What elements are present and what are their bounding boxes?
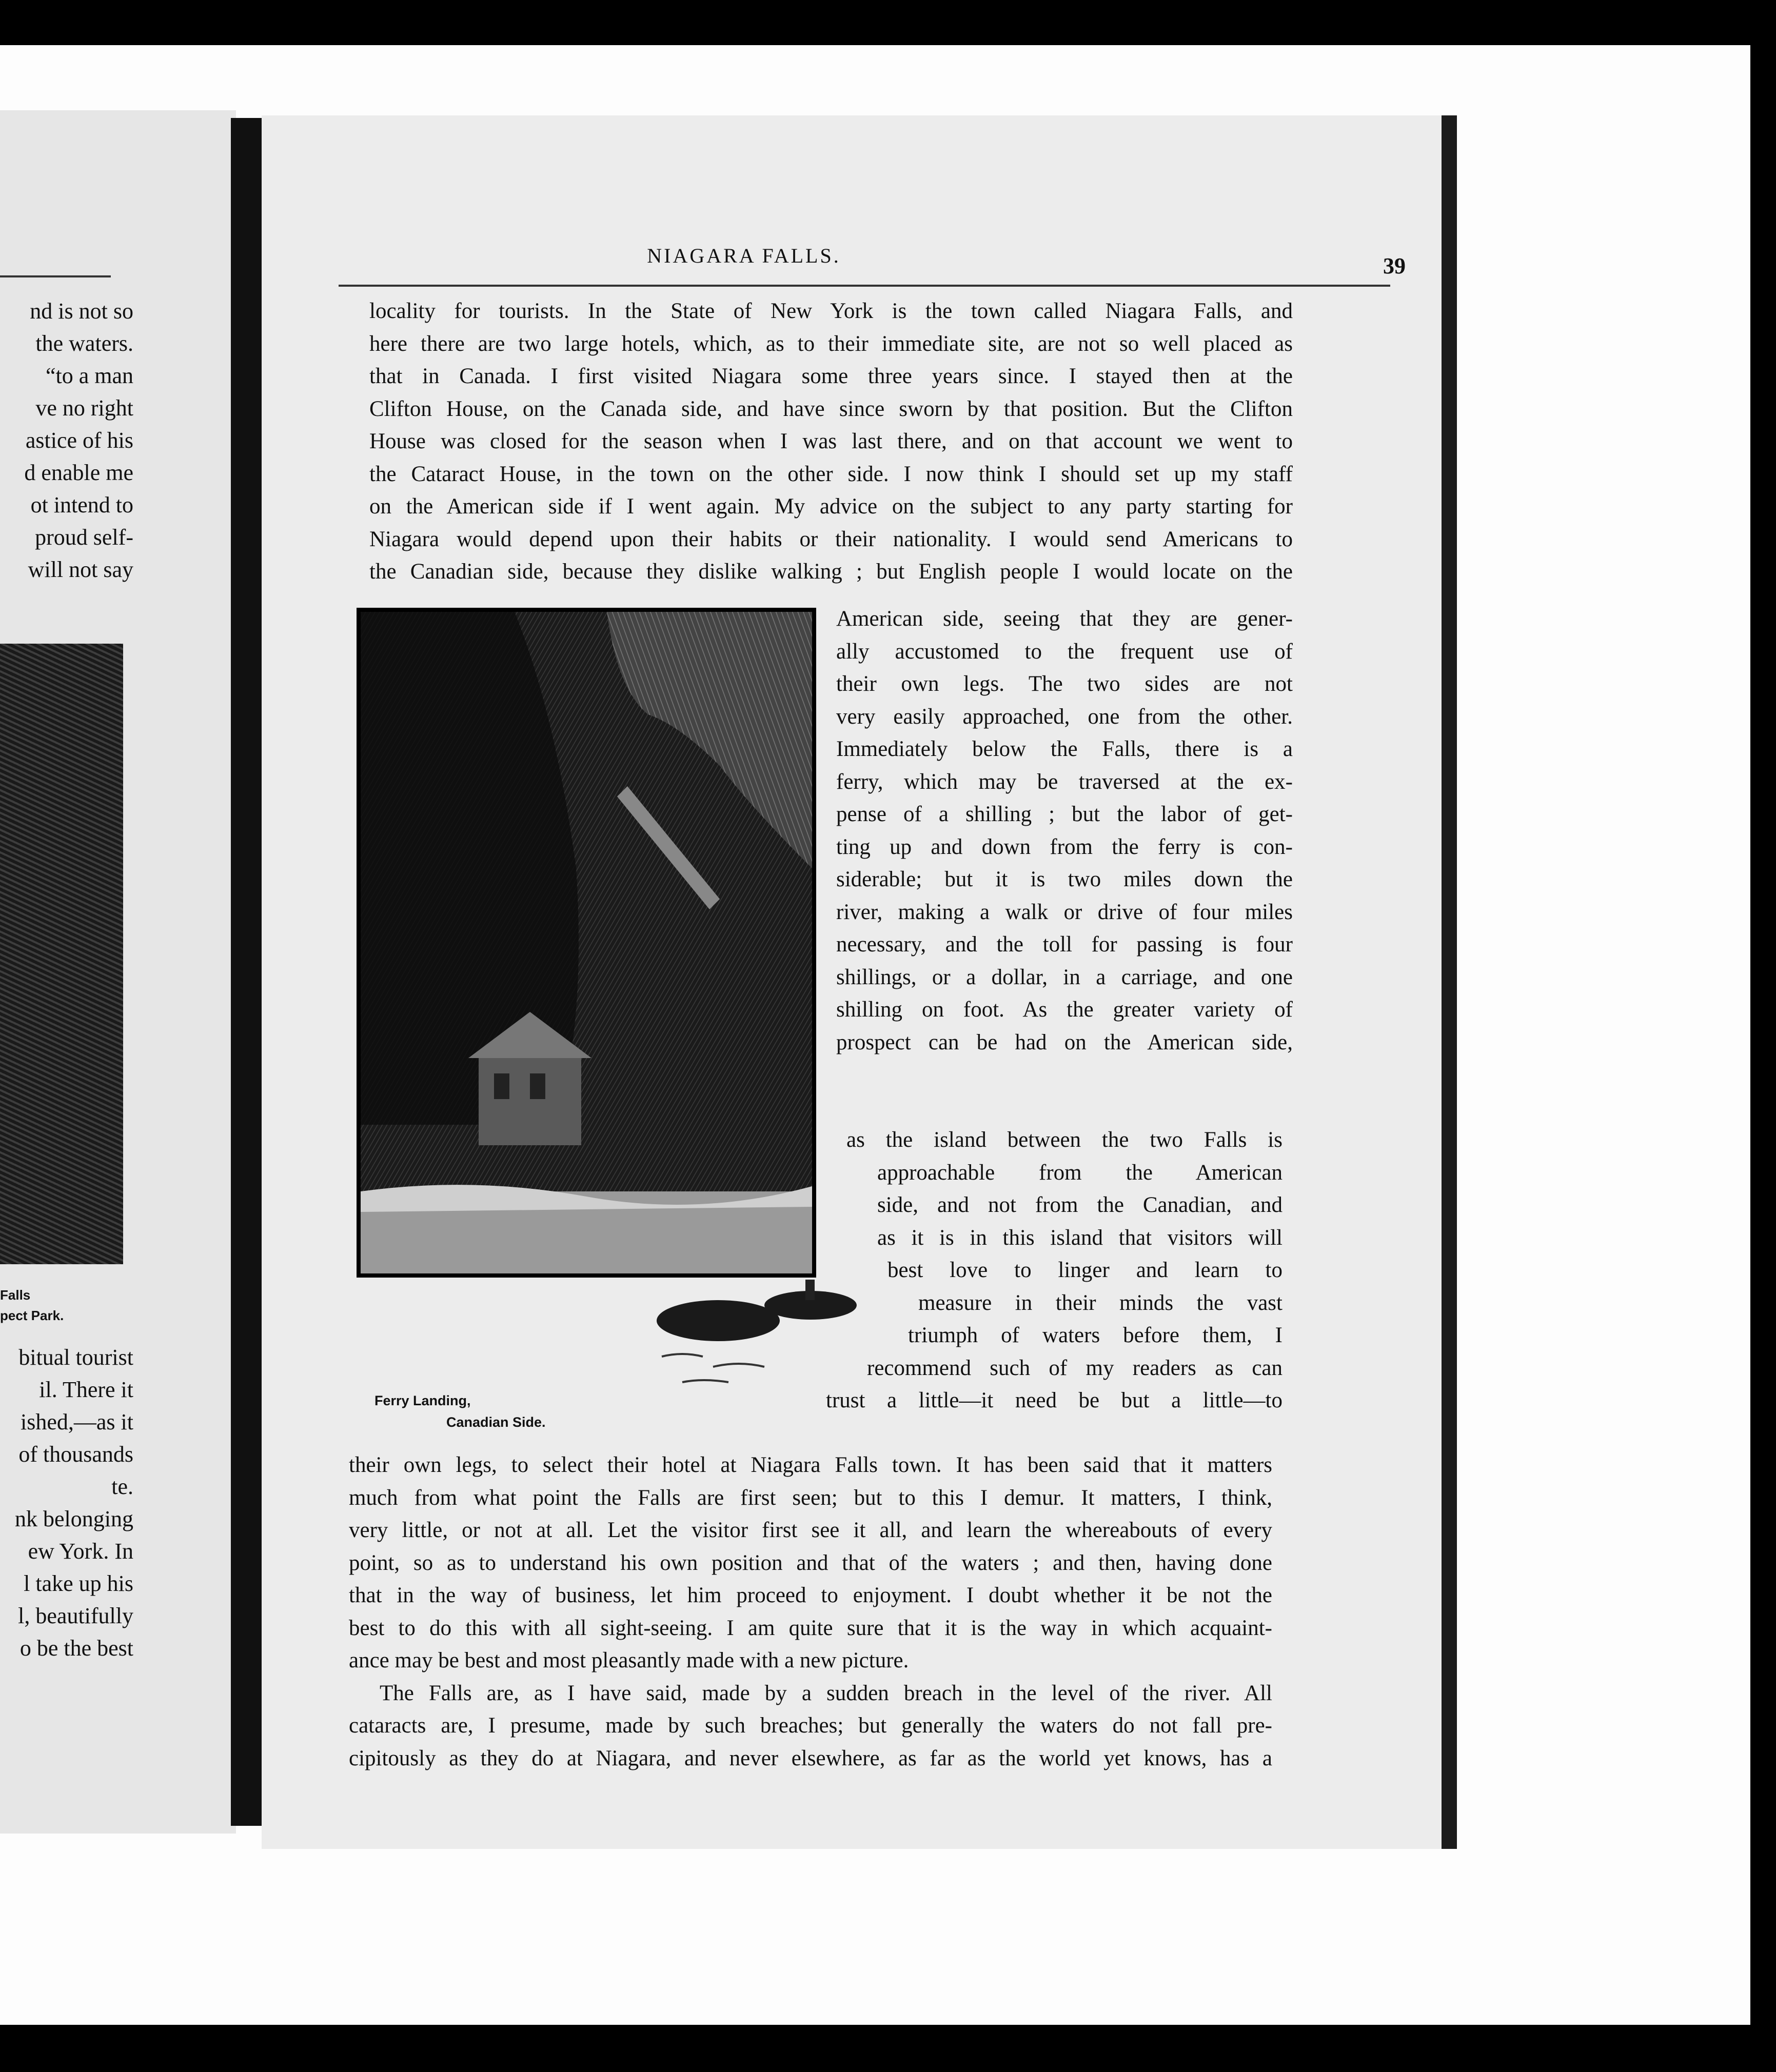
ferry-landing-engraving	[357, 608, 816, 1278]
text-line: siderable; but it is two miles down the	[836, 867, 1293, 891]
left-line: o be the best	[19, 1636, 133, 1661]
text-line: The Falls are, as I have said, made by a sudden breach in the level of the river. All	[380, 1681, 1272, 1705]
left-line: d enable me	[24, 460, 133, 485]
left-line: ve no right	[35, 395, 133, 421]
left-line: the waters.	[35, 331, 133, 356]
left-line: l, beautifully	[18, 1603, 133, 1628]
text-line: ally accustomed to the frequent use of	[836, 639, 1293, 664]
text-line: the Cataract House, in the town on the other side. I now think I should set up my staff	[369, 462, 1293, 486]
body-text-upper	[369, 295, 1293, 588]
text-line: Clifton House, on the Canada side, and have since sworn by that position. But the Clifton	[369, 396, 1293, 421]
left-line: il. There it	[39, 1377, 133, 1402]
caption-line: Canadian Side.	[446, 1414, 546, 1430]
body-text-wrap	[836, 603, 1293, 1059]
text-line: ance may be best and most pleasantly made with a new picture.	[349, 1648, 909, 1672]
text-line: the Canadian side, because they dislike walking ; but English people I would locate on the	[369, 560, 1293, 584]
text-line: locality for tourists. In the State of New York is the town called Niagara Falls, and	[369, 299, 1293, 323]
text-line: cataracts are, I presume, made by such breaches; but generally the waters do not fall pre-	[349, 1714, 1272, 1738]
text-line: river, making a walk or drive of four miles	[836, 900, 1293, 924]
left-caption-line: pect Park.	[0, 1308, 64, 1323]
left-page-engraving	[0, 644, 123, 1264]
scan-bottom-border	[0, 2025, 1776, 2072]
left-page	[0, 110, 236, 1834]
text-line: very little, or not at all. Let the visitor first see it all, and learn the whereabouts of every	[349, 1518, 1272, 1542]
text-line: their own legs, to select their hotel at Niagara Falls town. It has been said that it matters	[349, 1453, 1272, 1477]
text-line: Immediately below the Falls, there is a	[836, 737, 1293, 761]
left-line: ew York. In	[28, 1539, 133, 1564]
caption-line: Ferry Landing,	[374, 1393, 471, 1408]
left-line: of thousands	[18, 1442, 133, 1467]
text-line: Niagara would depend upon their habits or their nationality. I would send Americans to	[369, 527, 1293, 551]
text-line: much from what point the Falls are first seen; but to this I demur. It matters, I think,	[349, 1485, 1272, 1510]
text-line: American side, seeing that they are gener-	[836, 607, 1293, 631]
text-line: side, and not from the Canadian, and	[877, 1193, 1282, 1217]
left-page-lower-text	[0, 1341, 133, 1664]
text-line: pense of a shilling ; but the labor of get-	[836, 802, 1293, 826]
left-line: will not say	[28, 557, 133, 582]
left-line: proud self-	[35, 525, 133, 550]
text-line: ferry, which may be traversed at the ex-	[836, 769, 1293, 794]
text-line: shilling on foot. As the greater variety of	[836, 998, 1293, 1022]
text-line: recommend such of my readers as can	[867, 1356, 1282, 1380]
left-line: “to a man	[45, 363, 133, 388]
text-line: approachable from the American	[877, 1160, 1282, 1185]
page-number: 39	[1383, 253, 1406, 278]
left-line: te.	[111, 1474, 133, 1499]
left-line: bitual tourist	[18, 1345, 133, 1370]
left-caption-line: Falls	[0, 1287, 31, 1303]
text-line: very easily approached, one from the other.	[836, 704, 1293, 729]
text-line: shillings, or a dollar, in a carriage, and one	[836, 965, 1293, 989]
text-line: measure in their minds the vast	[918, 1290, 1282, 1315]
text-line: prospect can be had on the American side,	[836, 1030, 1293, 1054]
text-line: best to do this with all sight-seeing. I am quite sure that it is the way in which acquaint-	[349, 1616, 1272, 1640]
text-line: House was closed for the season when I was last there, and on that account we went to	[369, 429, 1293, 453]
header-rule	[339, 285, 1390, 287]
body-text-wrap-around-boats	[826, 1124, 1282, 1417]
left-line: astice of his	[25, 428, 133, 453]
body-text-lower	[349, 1449, 1272, 1775]
left-line: nk belonging	[15, 1506, 133, 1531]
text-line: that in Canada. I first visited Niagara some three years since. I stayed then at the	[369, 364, 1293, 388]
text-line: that in the way of business, let him proceed to enjoyment. I doubt whether it be not the	[349, 1583, 1272, 1607]
left-line: ished,—as it	[21, 1409, 133, 1435]
text-line: as it is in this island that visitors will	[877, 1225, 1282, 1250]
left-page-caption	[0, 1285, 64, 1326]
illustration-caption	[374, 1390, 546, 1433]
text-line: their own legs. The two sides are not	[836, 672, 1293, 696]
left-page-upper-text	[0, 295, 133, 586]
text-line: best love to linger and learn to	[887, 1258, 1282, 1282]
text-line: trust a little—it need be but a little—to	[826, 1388, 1282, 1412]
left-line: nd is not so	[30, 298, 133, 324]
running-head: NIAGARA FALLS.	[647, 244, 841, 267]
text-line: ting up and down from the ferry is con-	[836, 834, 1293, 859]
text-line: triumph of waters before them, I	[908, 1323, 1282, 1347]
text-line: as the island between the two Falls is	[846, 1128, 1282, 1152]
text-line: necessary, and the toll for passing is four	[836, 932, 1293, 957]
left-line: ot intend to	[30, 492, 133, 517]
left-header-rule	[0, 275, 111, 277]
text-line: here there are two large hotels, which, as to their immediate site, are not so well placed as	[369, 331, 1293, 356]
left-line: l take up his	[24, 1571, 133, 1596]
text-line: point, so as to understand his own position and that of the waters ; and then, having done	[349, 1550, 1272, 1575]
text-line: on the American side if I went again. My advice on the subject to any party starting for	[369, 494, 1293, 519]
text-line: cipitously as they do at Niagara, and never elsewhere, as far as the world yet knows, has a	[349, 1746, 1272, 1770]
right-page	[262, 115, 1442, 1849]
engraving-artwork	[361, 612, 812, 1273]
